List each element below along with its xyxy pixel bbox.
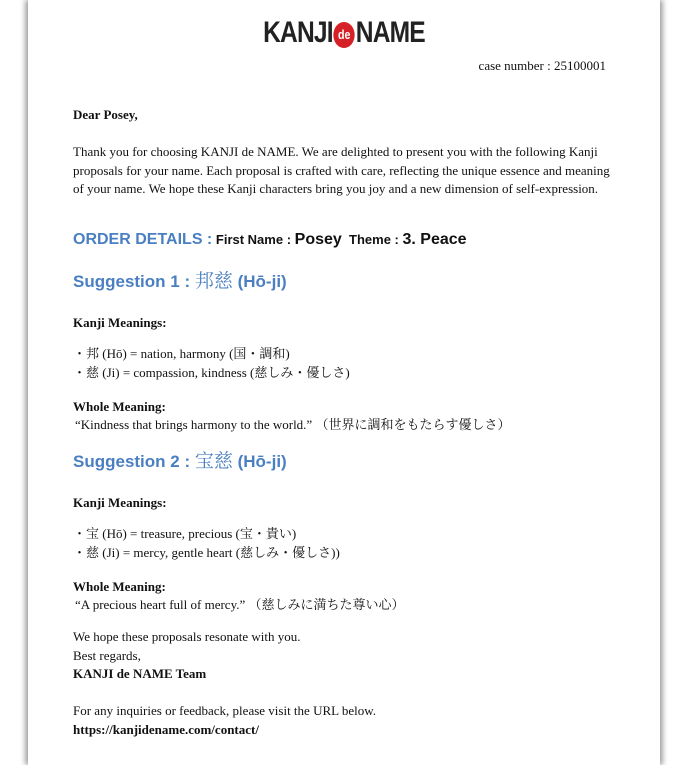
logo-text-kanji: KANJI (263, 16, 333, 49)
suggestion-1-heading (73, 273, 618, 292)
case-number: case number : 25100001 (478, 58, 606, 73)
letter-page (28, 0, 660, 765)
first-name-label: First Name : (215, 232, 292, 247)
suggestion-2-meanings-label: Kanji Meanings: (73, 495, 167, 510)
list-item: ・宝 (Hō) = treasure, precious (宝・貴い) (73, 526, 297, 541)
closing-line-1: We hope these proposals resonate with you. (73, 629, 301, 644)
first-name-value: Posey (294, 231, 342, 248)
footer (73, 702, 618, 739)
contact-url-link[interactable]: https://kanjidename.com/contact/ (73, 721, 259, 737)
suggestion-2-prefix: Suggestion 2 : (73, 452, 191, 471)
suggestion-1-prefix: Suggestion 1 : (73, 272, 191, 291)
closing-line-2: Best regards, (73, 647, 141, 663)
theme-value: 3. Peace (402, 231, 467, 248)
suggestion-1-reading: (Hō-ji) (237, 272, 287, 291)
footer-text: For any inquiries or feedback, please visit the URL below. (73, 703, 377, 718)
list-item: ・慈 (Ji) = compassion, kindness (慈しみ・優しさ) (73, 364, 350, 380)
intro-paragraph: Thank you for choosing KANJI de NAME. We are delighted to present you with the following Kanji proposals for your name. Each proposal is crafted with care, reflecting the unique essence and meaning of your name. We hope these Kanji characters bring you joy and a new dimension of self-expression. (73, 144, 610, 196)
closing (73, 628, 618, 684)
brand-logo (85, 16, 603, 50)
suggestion-2-kanji: 宝慈 (194, 451, 233, 472)
suggestion-1-meanings-list (73, 345, 618, 382)
theme-label: Theme : (349, 232, 399, 247)
suggestion-2-heading (73, 453, 618, 472)
list-item: ・邦 (Hō) = nation, harmony (国・調和) (73, 346, 290, 361)
greeting: Dear Posey, (73, 107, 138, 122)
suggestion-2-meanings-list (73, 525, 618, 562)
order-details-label: ORDER DETAILS : (73, 231, 213, 248)
suggestion-1-whole-meaning: “Kindness that brings harmony to the world.” （世界に調和をもたらす優しさ） (75, 417, 511, 432)
suggestion-2-whole-meaning: “A precious heart full of mercy.” （慈しみに満ちた尊い心） (75, 597, 405, 612)
list-item: ・慈 (Ji) = mercy, gentle heart (慈しみ・優しさ)) (73, 544, 340, 560)
suggestion-2-whole-label: Whole Meaning: (73, 579, 166, 594)
logo-de-circle: de (334, 22, 355, 48)
order-details (73, 231, 618, 250)
suggestion-1-whole-label: Whole Meaning: (73, 399, 166, 414)
suggestion-1-kanji: 邦慈 (194, 271, 233, 292)
suggestion-2-reading: (Hō-ji) (237, 452, 287, 471)
logo-text-name: NAME (355, 16, 425, 49)
closing-team: KANJI de NAME Team (73, 666, 207, 681)
suggestion-1-meanings-label: Kanji Meanings: (73, 315, 167, 330)
